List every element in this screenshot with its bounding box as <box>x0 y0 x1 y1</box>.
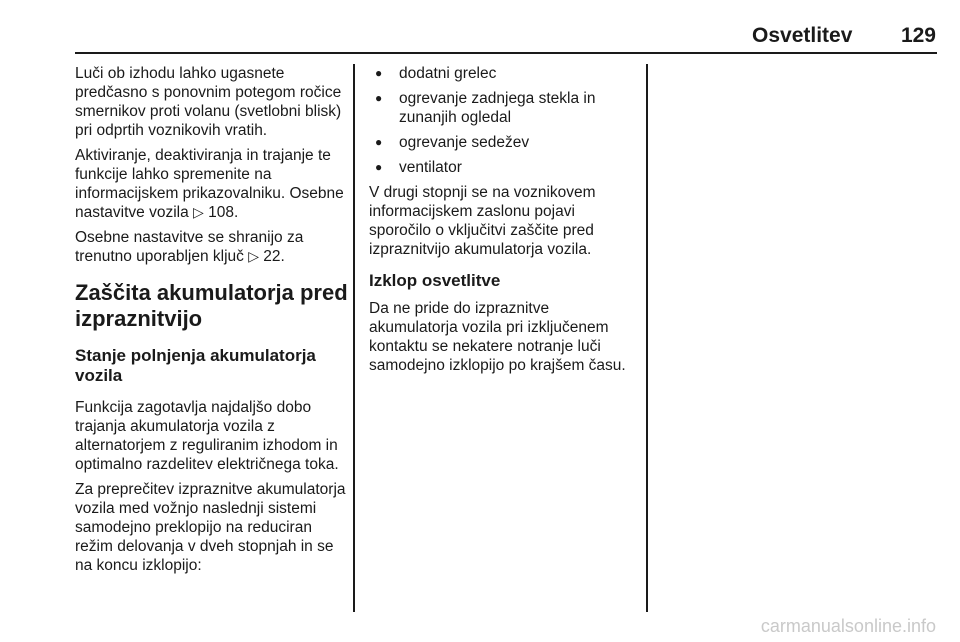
section-heading: Zaščita akumulatorja pred izpraznitvijo <box>75 280 348 331</box>
page-reference[interactable]: 22. <box>263 248 285 265</box>
paragraph-settings-text: Osebne nastavitve se shranijo za trenutno uporabljen ključ <box>75 229 304 265</box>
paragraph-battery-function: Funkcija zagotavlja najdaljšo dobo trajanja akumulatorja vozila z alternatorjem z reguliranim izhodom in optimalno razdelitev električnega toka. <box>75 399 339 473</box>
paragraph-exit-lights: Luči ob izhodu lahko ugasnete predčasno s ponovnim potegom ročice smernikov proti volanu (svetlobni blisk) pri odprtih voznikovih vratih. <box>75 65 342 139</box>
column-divider-right <box>646 64 648 612</box>
triangle-ref-icon: ▷ <box>248 248 259 264</box>
list-item: ● ventilator <box>369 158 641 177</box>
paragraph-activation <box>75 146 350 222</box>
paragraph-activation-text: Aktiviranje, deaktiviranja in trajanje te funkcije lahko spremenite na informacijskem prikazovalniku. Osebne nastavitve vozila <box>75 147 344 221</box>
column-divider-left <box>353 64 355 612</box>
paragraph-second-stage: V drugi stopnji se na voznikovem informacijskem zaslonu pojavi sporočilo o vključitvi zaščite pred izpraznitvijo akumulatorja vozila. <box>369 184 596 258</box>
list-item: ● ogrevanje zadnjega stekla in zunanjih ogledal <box>369 89 641 127</box>
page-reference[interactable]: 108. <box>208 204 239 221</box>
systems-list <box>369 64 641 177</box>
header-title: Osvetlitev <box>752 24 853 47</box>
footer-watermark: carmanualsonline.info <box>760 616 936 636</box>
list-item: ● ogrevanje sedežev <box>369 133 641 152</box>
paragraph-prevent-discharge: Za preprečitev izpraznitve akumulatorja vozila med vožnjo naslednji sistemi samodejno preklopijo na reduciran režim delovanja v dveh stopnjah in se na koncu izklopijo: <box>75 481 346 574</box>
middle-column <box>369 64 641 381</box>
page-number: 129 <box>900 24 936 47</box>
triangle-ref-icon: ▷ <box>193 204 204 220</box>
subsection-heading: Izklop osvetlitve <box>369 271 501 290</box>
subsection-heading: Stanje polnjenja akumulatorja vozila <box>75 346 316 385</box>
left-column <box>75 64 350 581</box>
list-item: ● dodatni grelec <box>369 64 641 83</box>
paragraph-lights-off: Da ne pride do izpraznitve akumulatorja vozila pri izključenem kontaktu se nekatere notranje luči samodejno izklopijo po krajšem času. <box>369 300 626 374</box>
header-rule <box>75 52 937 54</box>
paragraph-settings-key <box>75 228 350 266</box>
